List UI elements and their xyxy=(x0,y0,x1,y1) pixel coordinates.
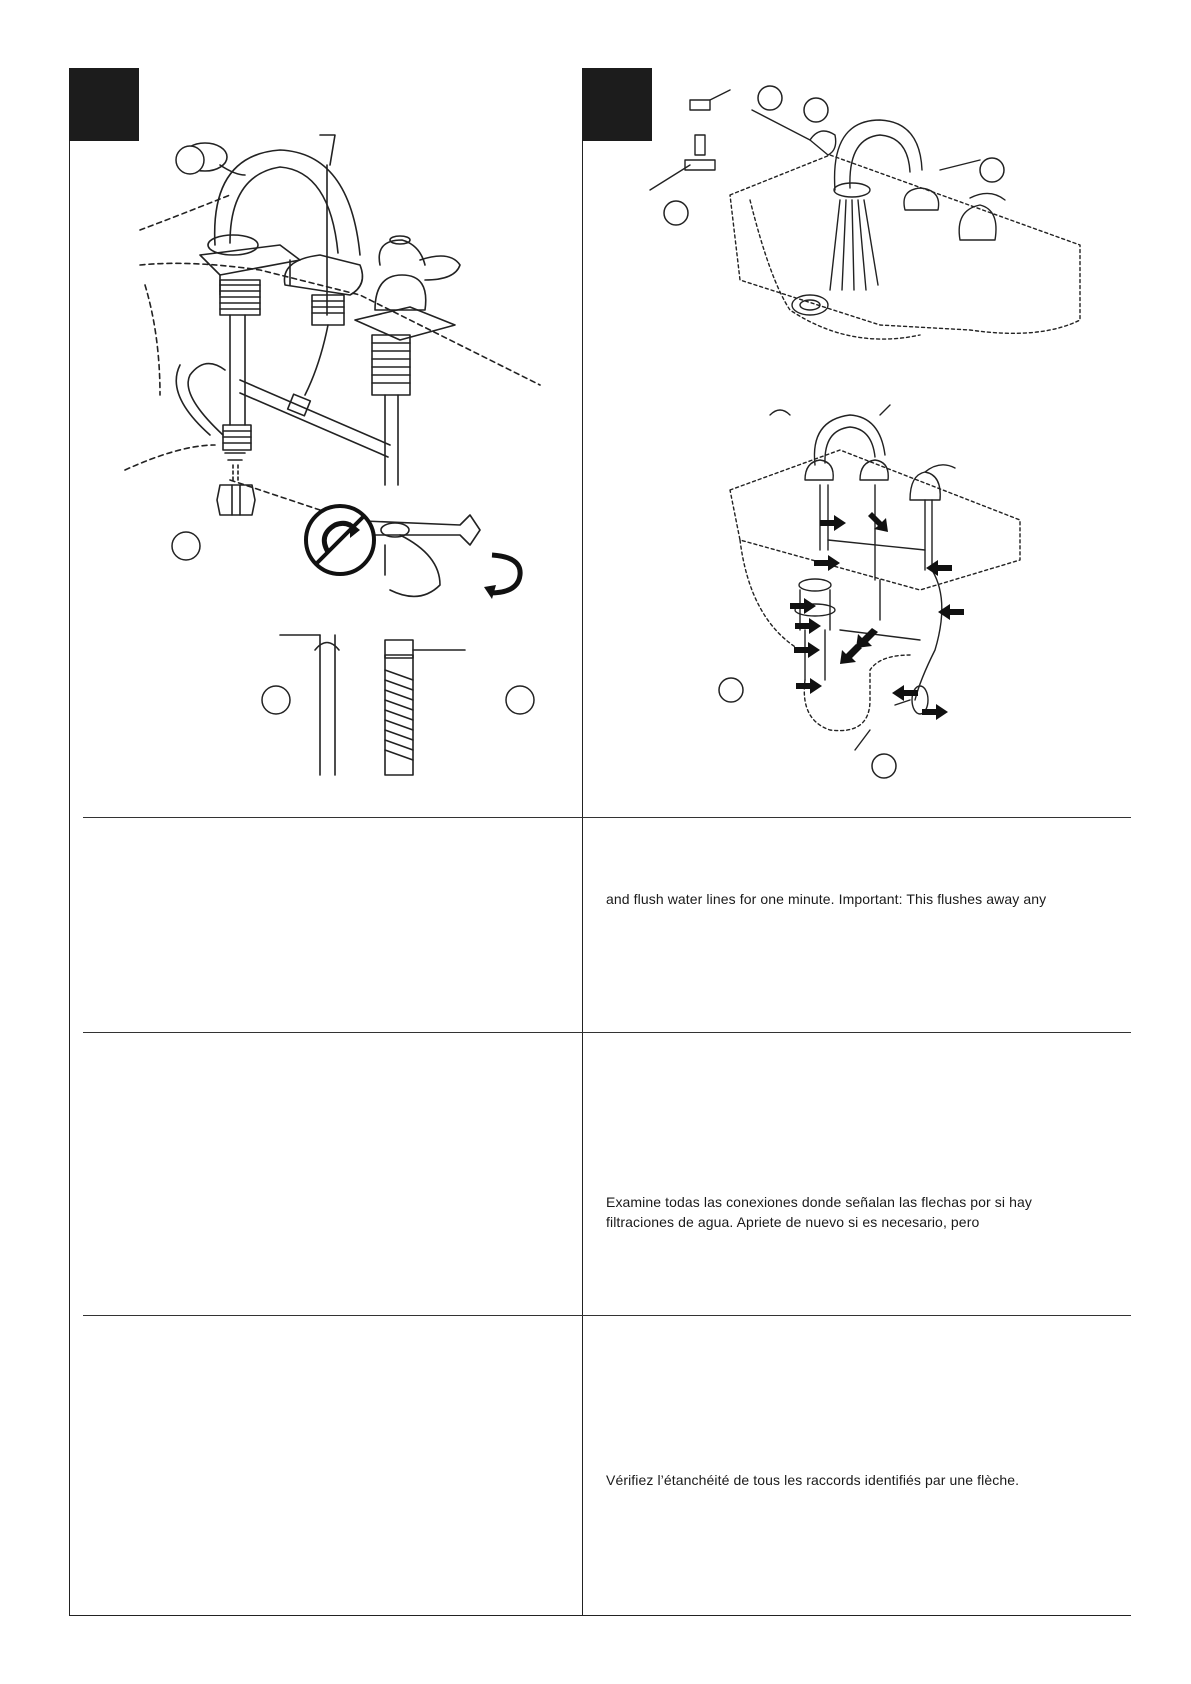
row-divider xyxy=(83,1032,1131,1033)
callout-circle-icon xyxy=(170,140,210,180)
leak-check-arrow-icon xyxy=(922,704,950,720)
callout-circle-icon xyxy=(866,748,902,784)
no-rotate-icon xyxy=(300,500,380,580)
frame-bottom-border xyxy=(69,1615,1131,1616)
instruction-text-french: Vérifiez l’étanchéité de tous les raccords identifiés par une flèche. xyxy=(606,1472,1020,1488)
callout-circle-icon xyxy=(798,92,834,128)
leak-check-arrow-icon xyxy=(890,685,918,701)
leak-check-illustration xyxy=(720,400,1060,780)
leak-check-arrow-icon xyxy=(795,618,823,634)
callout-circle-icon xyxy=(752,80,788,116)
leak-check-arrow-icon xyxy=(794,642,822,658)
instruction-text-spanish-line2: filtraciones de agua. Apriete de nuevo si es necesario, pero xyxy=(606,1214,980,1230)
frame-left-border xyxy=(69,68,70,1616)
callout-circle-icon xyxy=(713,672,749,708)
leak-check-arrow-icon xyxy=(924,560,952,576)
row-divider xyxy=(83,817,1131,818)
step-block-left xyxy=(69,68,139,141)
leak-check-arrow-icon xyxy=(814,555,842,571)
leak-check-arrow-icon xyxy=(868,512,896,534)
frame-center-divider xyxy=(582,68,583,1616)
leak-check-arrow-icon xyxy=(836,644,862,666)
leak-check-arrow-icon xyxy=(936,604,964,620)
row-divider xyxy=(83,1315,1131,1316)
instruction-text-spanish-line1: Examine todas las conexiones donde señalan las flechas por si hay xyxy=(606,1194,1032,1210)
leak-check-arrow-icon xyxy=(820,515,848,531)
curved-rotate-arrow-icon xyxy=(482,545,532,605)
faucet-connection-illustration xyxy=(120,135,550,775)
leak-check-arrow-icon xyxy=(790,598,818,614)
callout-circle-icon xyxy=(658,195,694,231)
faucet-flush-illustration xyxy=(660,80,1080,360)
leak-check-arrow-icon xyxy=(796,678,824,694)
instruction-text-english: and flush water lines for one minute. Important: This flushes away any xyxy=(606,891,1047,907)
callout-circle-icon xyxy=(974,152,1010,188)
step-block-right xyxy=(582,68,652,141)
callout-circle-icon xyxy=(256,680,296,720)
callout-circle-icon xyxy=(166,526,206,566)
callout-circle-icon xyxy=(500,680,540,720)
